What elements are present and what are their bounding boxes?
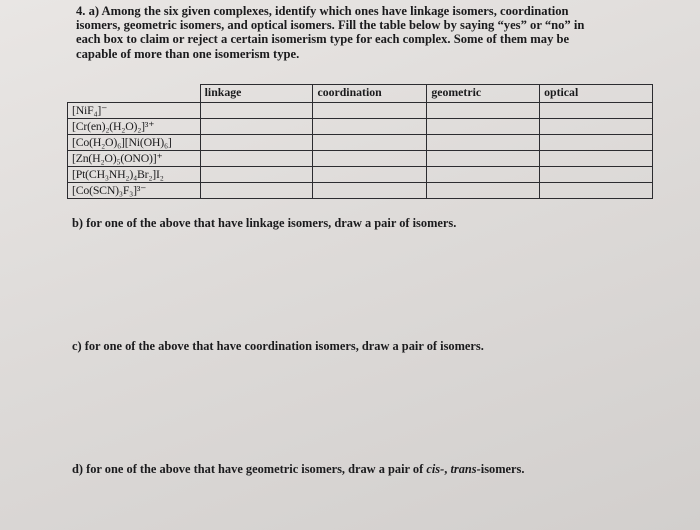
answer-cell-optical[interactable] <box>540 167 653 183</box>
answer-cell-linkage[interactable] <box>200 183 313 199</box>
part-d-cis: cis- <box>426 462 445 476</box>
answer-cell-linkage[interactable] <box>200 151 313 167</box>
complex-name: [Co(H₂O)₆][Ni(OH)₆] <box>68 135 201 151</box>
question-intro <box>76 4 616 61</box>
answer-cell-geometric[interactable] <box>427 151 540 167</box>
complex-name: [Cr(en)₂(H₂O)₂]³⁺ <box>68 119 201 135</box>
table-header-row <box>68 85 653 103</box>
answer-cell-coordination[interactable] <box>313 103 427 119</box>
question-line-1: 4. a) Among the six given complexes, identify which ones have linkage isomers, coordination <box>76 4 569 18</box>
part-d-mid: , <box>444 462 451 476</box>
answer-cell-optical[interactable] <box>540 119 653 135</box>
answer-cell-optical[interactable] <box>540 103 653 119</box>
answer-cell-geometric[interactable] <box>427 135 540 151</box>
complex-name: [Co(SCN)₃F₃]³⁻ <box>68 183 201 199</box>
answer-cell-coordination[interactable] <box>313 135 427 151</box>
answer-cell-optical[interactable] <box>540 135 653 151</box>
isomerism-table <box>67 84 653 199</box>
header-optical: optical <box>540 85 653 103</box>
header-linkage: linkage <box>200 85 313 103</box>
header-blank <box>68 85 201 103</box>
answer-cell-linkage[interactable] <box>200 167 313 183</box>
complex-name: [Zn(H₂O)₅(ONO)]⁺ <box>68 151 201 167</box>
part-c-question: c) for one of the above that have coordination isomers, draw a pair of isomers. <box>72 339 484 353</box>
part-d-trans: trans- <box>450 462 481 476</box>
question-line-3: each box to claim or reject a certain isomerism type for each complex. Some of them may be <box>76 32 570 47</box>
header-coordination: coordination <box>313 85 427 103</box>
answer-cell-coordination[interactable] <box>313 119 427 135</box>
complex-name: [Pt(CH₃NH₂)₄Br₂]I₂ <box>68 167 201 183</box>
part-d-suffix: isomers. <box>480 462 525 476</box>
answer-cell-coordination[interactable] <box>313 151 427 167</box>
part-b-question: b) for one of the above that have linkage isomers, draw a pair of isomers. <box>72 216 457 230</box>
answer-cell-linkage[interactable] <box>200 135 313 151</box>
answer-cell-geometric[interactable] <box>427 167 540 183</box>
table-row <box>68 183 653 199</box>
answer-cell-geometric[interactable] <box>427 119 540 135</box>
answer-cell-optical[interactable] <box>540 183 653 199</box>
answer-cell-optical[interactable] <box>540 151 653 167</box>
table-row <box>68 119 653 135</box>
table-row <box>68 167 653 183</box>
table-row <box>68 151 653 167</box>
header-geometric: geometric <box>427 85 540 103</box>
answer-cell-geometric[interactable] <box>427 183 540 199</box>
answer-cell-linkage[interactable] <box>200 103 313 119</box>
complex-name: [NiF₄]⁻ <box>68 103 201 119</box>
answer-cell-linkage[interactable] <box>200 119 313 135</box>
answer-cell-geometric[interactable] <box>427 103 540 119</box>
part-d-question <box>72 462 524 477</box>
question-line-2: isomers, geometric isomers, and optical isomers. Fill the table below by saying “yes” or “no” in <box>76 18 585 33</box>
part-d-prefix: d) for one of the above that have geometric isomers, draw a pair of <box>72 462 427 476</box>
answer-cell-coordination[interactable] <box>313 167 427 183</box>
answer-cell-coordination[interactable] <box>313 183 427 199</box>
table-row <box>68 135 653 151</box>
table-row <box>68 103 653 119</box>
question-line-4: capable of more than one isomerism type. <box>76 46 300 61</box>
